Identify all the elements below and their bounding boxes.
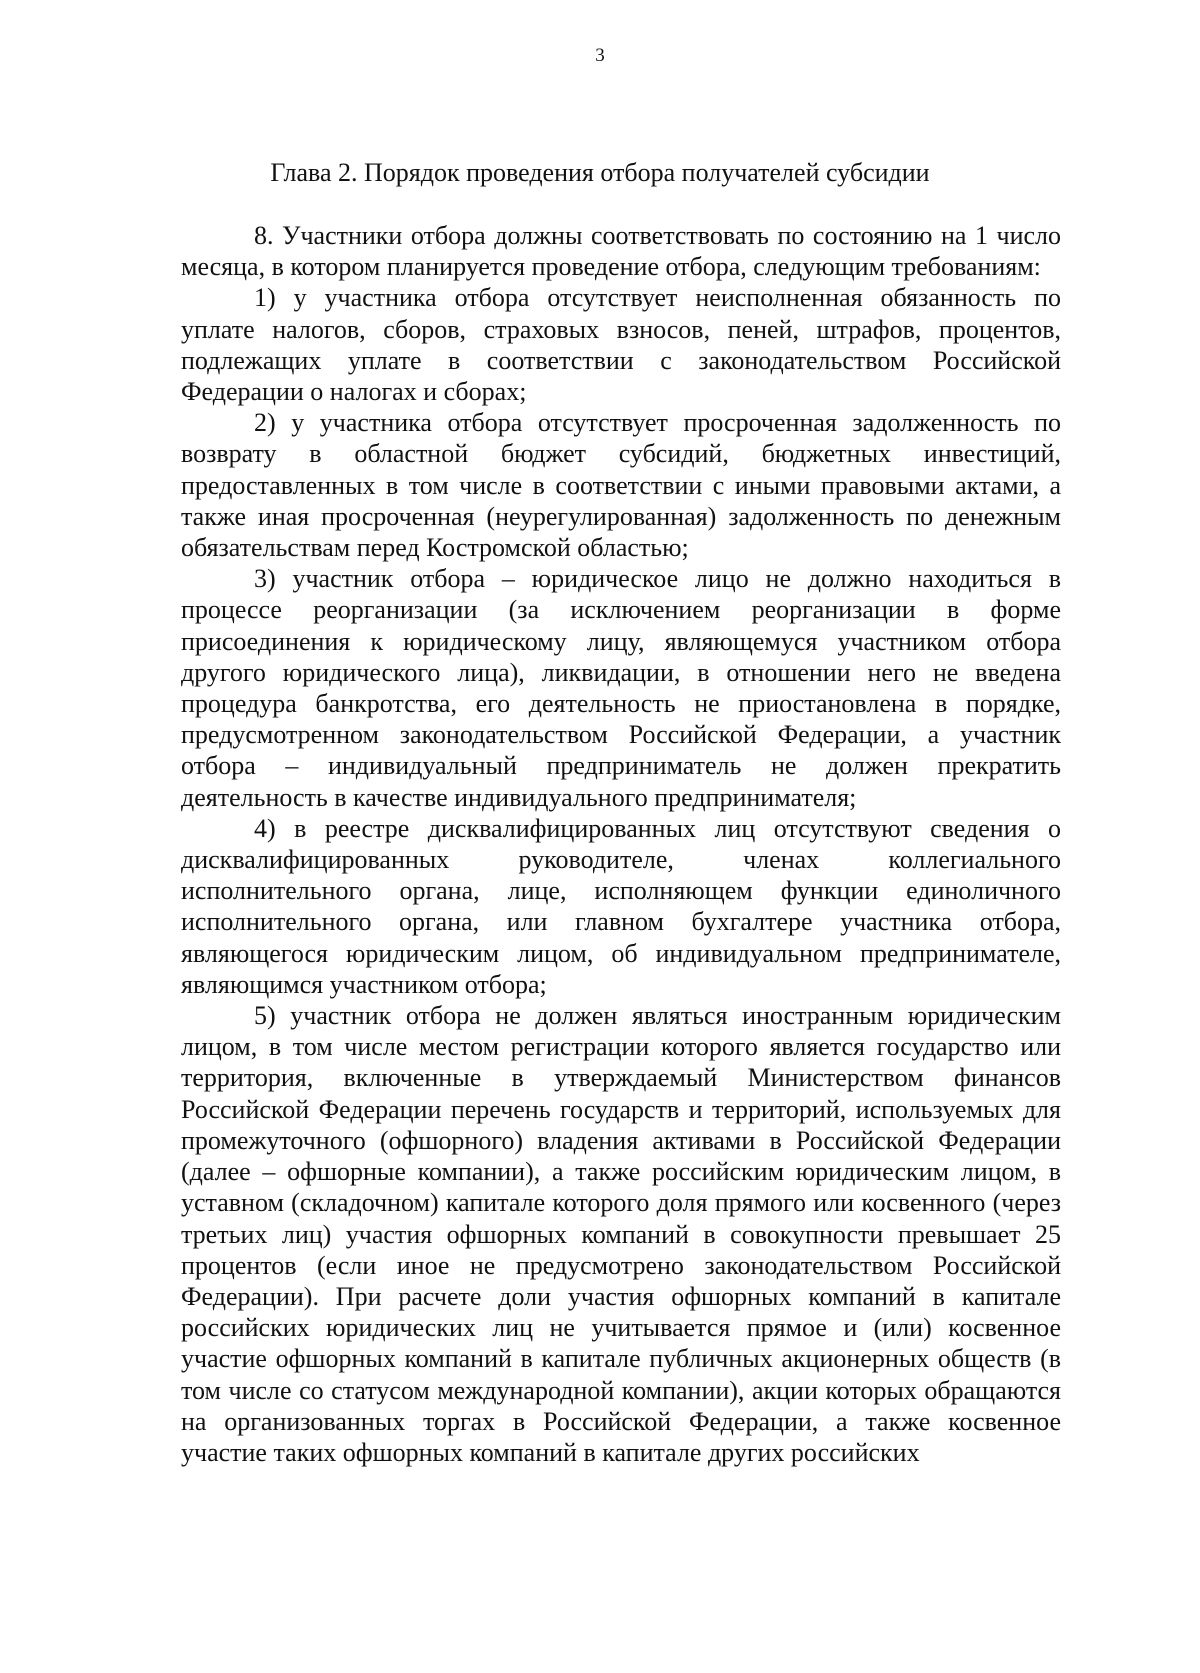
paragraph-8-intro: 8. Участники отбора должны соответствовать по состоянию на 1 число месяца, в котором планируется проведение отбора, следующим требованиям: [181,221,1061,282]
document-body [181,220,1061,1468]
requirement-2: 2) у участника отбора отсутствует просроченная задолженность по возврату в областной бюджет субсидий, бюджетных инвестиций, предоставленных в том числе в соответствии с иными правовыми актами, а также иная просроченная (неурегулированная) задолженность по денежным обязательствам перед Костромской областью; [181,408,1061,563]
chapter-title: Глава 2. Порядок проведения отбора получателей субсидии [270,158,930,187]
requirement-5: 5) участник отбора не должен являться иностранным юридическим лицом, в том числе местом регистрации которого является государство или территория, включенные в утверждаемый Министерством финансов Российской Федерации перечень государств и территорий, используемых для промежуточного (офшорного) владения активами в Российской Федерации (далее – офшорные компании), а также российским юридическим лицом, в уставном (складочном) капитале которого доля прямого или косвенного (через третьих лиц) участия офшорных компаний в совокупности превышает 25 процентов (если иное не предусмотрено законодательством Российской Федерации). При расчете доли участия офшорных компаний в капитале российских юридических лиц не учитывается прямое и (или) косвенное участие офшорных компаний в капитале публичных акционерных обществ (в том числе со статусом международной компании), акции которых обращаются на организованных торгах в Российской Федерации, а также косвенное участие таких офшорных компаний в капитале других российских [181,1001,1061,1467]
requirement-3: 3) участник отбора – юридическое лицо не должно находиться в процессе реорганизации (за исключением реорганизации в форме присоединения к юридическому лицу, являющемуся участником отбора другого юридического лица), ликвидации, в отношении него не введена процедура банкротства, его деятельность не приостановлена в порядке, предусмотренном законодательством Российской Федерации, а участник отбора – индивидуальный предприниматель не должен прекратить деятельность в качестве индивидуального предпринимателя; [181,564,1061,812]
page-number: 3 [595,45,605,66]
requirement-4: 4) в реестре дисквалифицированных лиц отсутствуют сведения о дисквалифицированных руководителе, членах коллегиального исполнительного органа, лице, исполняющем функции единоличного исполнительного органа, или главном бухгалтере участника отбора, являющегося юридическим лицом, об индивидуальном предпринимателе, являющимся участником отбора; [181,813,1061,999]
requirement-1: 1) у участника отбора отсутствует неисполненная обязанность по уплате налогов, сборов, страховых взносов, пеней, штрафов, процентов, подлежащих уплате в соответствии с законодательством Российской Федерации о налогах и сборах; [181,283,1061,407]
